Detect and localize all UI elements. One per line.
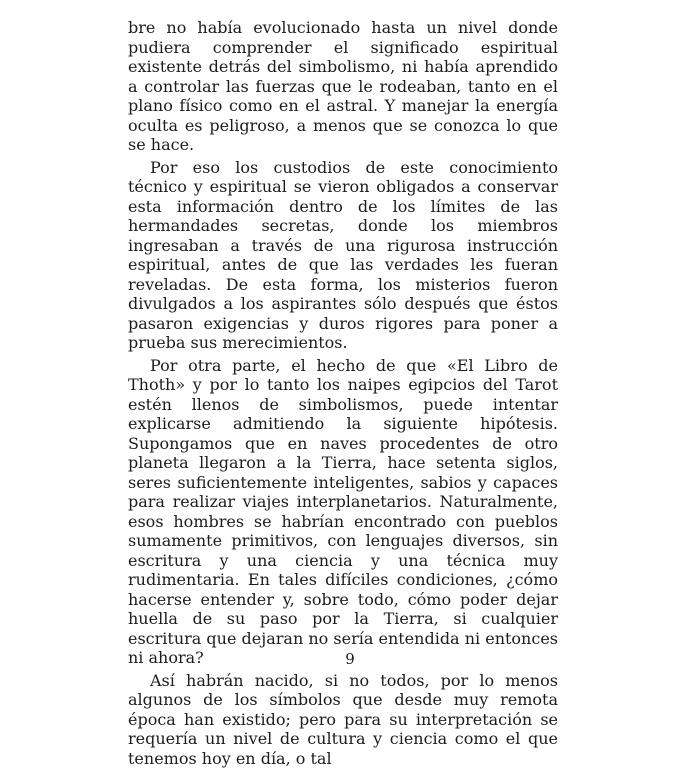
paragraph: Por eso los custodios de este conocimiento técnico y espiritual se vieron obligados a conservar esta información dentro de los límites de las hermandades secretas, donde los miembros ingresaban a través de una rigurosa instrucción espiritual, antes de que las verdades les fueran reveladas. De esta forma, los misterios fueron divulgados a los aspirantes sólo después que éstos pasaron exigencias y duros rigores para poner a prueba sus merecimientos. [128, 157, 558, 352]
page-number: 9 [345, 650, 355, 668]
paragraph-continued: bre no había evolucionado hasta un nivel donde pudiera comprender el significado espiritual existente detrás del simbolismo, ni había aprendido a controlar las fuerzas que le rodeaban, tanto en el plano físico como en el astral. Y manejar la energía oculta es peligroso, a menos que se conozca lo que se hace. [128, 18, 558, 154]
paragraph: Así habrán nacido, si no todos, por lo menos algunos de los símbolos que desde muy remota época han existido; pero para su interpretación se requería un nivel de cultura y ciencia como el que tenemos hoy en día, o tal [128, 670, 558, 768]
paragraph: Por otra parte, el hecho de que «El Libro de Thoth» y por lo tanto los naipes egipcios del Tarot estén llenos de simbolismos, puede intentar explicarse admitiendo la siguiente hipótesis. Supongamos que en naves procedentes de otro planeta llegaron a la Tierra, hace setenta siglos, seres suficientemente inteligentes, sabios y capaces para realizar viajes interplanetarios. Naturalmente, esos hombres se habrían encontrado con pueblos sumamente primitivos, con lenguajes diversos, sin escritura y una ciencia y una técnica muy rudimentaria. En tales difíciles condiciones, ¿cómo hacerse entender y, sobre todo, cómo poder dejar huella de su paso por la Tierra, si cualquier escritura que dejaran no sería entendida ni entonces ni ahora? [128, 355, 558, 667]
